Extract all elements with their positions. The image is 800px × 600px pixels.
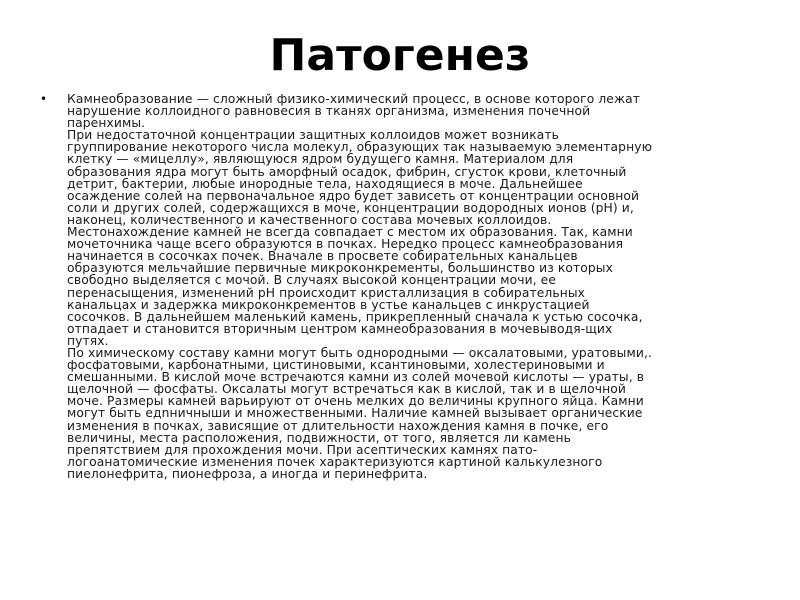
body-line: Камнеобразование — сложный физико-химический процесс, в основе которого лежат [67,92,641,106]
body-line: нарушение коллоидного равновесия в тканях организма, изменения почечной [67,104,591,119]
body-line: моче. Размеры камней варьируют от очень мелких до величины крупного яйца. Камни [67,394,644,409]
body-line: образуются мельчайшие первичные микроконкременты, большинство из которых [67,261,613,276]
bullet-marker: • [40,92,48,106]
body-line: величины, места расположения, подвижности, от того, является ли камень [67,430,571,445]
slide-title: Патогенез [269,30,531,81]
body-line: смешанными. В кислой моче встречаются камни из солей мочевой кислоты — ураты, в [67,370,645,385]
body-line: препятствием для прохождения мочи. При асептических камнях пато- [67,442,538,457]
body-line: наконец, количественного и качественного состава мочевых коллоидов. [67,212,552,227]
body-line: При недостаточной концентрации защитных коллоидов может возникать [67,128,560,143]
body-line: перенасыщения, изменений pH происходит кристаллизация в собирательных [67,285,586,300]
body-line: канальцах и задержка микроконкрементов в устье канальцев с инкрустацией [67,297,590,312]
body-line: детрит, бактерии, любые инородные тела, находящиеся в моче. Дальнейшее [67,176,583,191]
body-line: щелочной — фосфаты. Оксалаты могут встречаться как в кислой, так и в щелочной [67,382,626,397]
body-line: клетку — «мицеллу», являющуюся ядром будущего камня. Материалом для [67,152,574,167]
body-line: осаждение солей на первоначальное ядро будет зависеть от концентрации основной [67,188,640,203]
body-line: путях. [67,333,109,348]
body-line: мочеточника чаще всего образуются в почках. Нередко процесс камнеобразования [67,237,624,252]
body-line: пиелонефрита, пионефроза, а иногда и перинефрита. [67,466,428,481]
body-line: отпадает и становится вторичным центром камнеобразования в мочевыводя-щих [67,321,613,336]
body-line: сосочков. В дальнейшем маленький камень, прикрепленный сначала к устью сосочка, [67,309,643,324]
body-line: изменения в почках, зависящие от длительности нахождения камня в почке, его [67,418,609,433]
body-line: Местонахождение камней не всегда совпадает с местом их образования. Так, камни [67,225,633,240]
body-line: паренхимы. [67,116,146,131]
body-line: могут быть едnничныши и множественными. Наличие камней вызывает органические [67,406,643,421]
body-line: логоанатомические изменения почек характеризуются картиной калькулезного [67,454,603,469]
body-line: начинается в сосочках почек. Вначале в просвете собирательных канальцев [67,249,578,264]
body-line: фосфатовыми, карбонатными, цистиновыми, ксантиновыми, холестериновыми и [67,358,605,373]
body-line: образования ядра могут быть аморфный осадок, фибрин, сгусток крови, клеточный [67,164,627,179]
body-line: соли и других солей, содержащихся в моче, концентрации водородных ионов (pH) и, [67,200,634,215]
body-line: группирование некоторого числа молекул, образующих так называемую элементарную [67,140,653,155]
body-line: свободно выделяется с мочой. В случаях высокой концентрации мочи, ее [67,273,557,288]
body-text [67,93,757,480]
body-line: По химическому составу камни могут быть однородными — оксалатовыми, уратовыми,. [67,345,652,360]
